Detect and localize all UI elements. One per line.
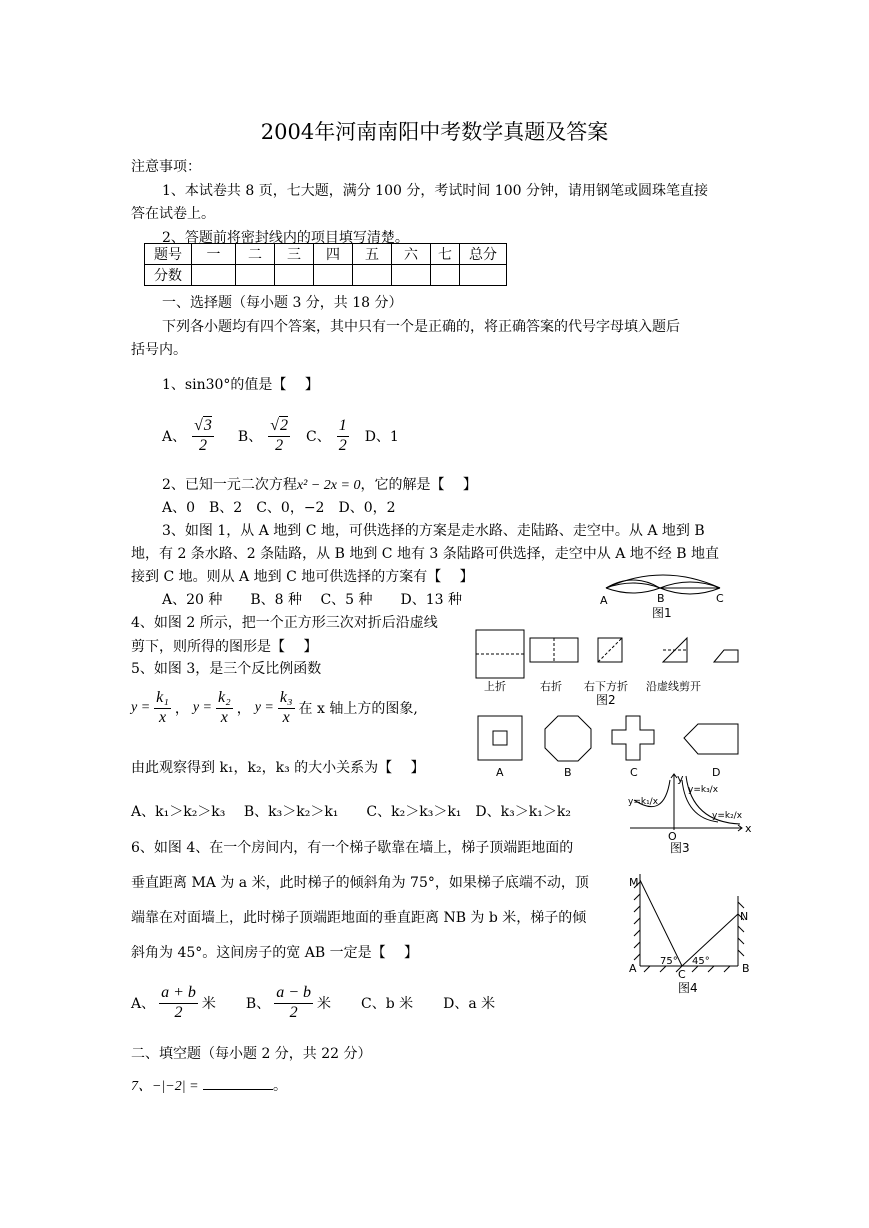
q3-line-2: 地，有 2 条水路、2 条陆路，从 B 地到 C 地有 3 条陆路可供选择，走空中从 A 地不经 B 地直 <box>131 546 719 562</box>
q6-option-a-label: A、 <box>131 996 156 1013</box>
q1-options <box>162 418 399 455</box>
q2-stem-pre: 2、已知一元二次方程 <box>162 477 297 493</box>
q1-option-d: D、1 <box>364 429 399 446</box>
figure-4-label-a: A <box>629 962 637 975</box>
figure-4-angle-2: 45° <box>692 956 710 967</box>
figure-3-origin: O <box>668 830 677 843</box>
q3-line-3: 接到 C 地。则从 A 地到 C 地可供选择的方案有【 】 <box>131 569 474 585</box>
score-cell[interactable] <box>275 265 314 286</box>
q1-c-numerator: 1 <box>337 418 349 437</box>
q3-line-1: 3、如图 1，从 A 地到 C 地，可供选择的方案是走水路、走陆路、走空中。从 A 地到 B <box>162 523 705 539</box>
notes-heading: 注意事项： <box>131 159 201 175</box>
q6-option-b-unit: 米 <box>317 996 332 1013</box>
score-cell[interactable] <box>236 265 275 286</box>
q6-b-denominator: 2 <box>289 1003 298 1021</box>
q2-options: A、0 B、2 C、0，−2 D、0，2 <box>162 500 396 516</box>
q6-option-a-fraction <box>159 985 198 1022</box>
figure-3-x-axis: x <box>745 822 752 835</box>
score-header-cell: 七 <box>431 244 460 265</box>
q6-line-1: 6、如图 4、在一个房间内，有一个梯子歇靠在墙上，梯子顶端距地面的 <box>131 840 574 856</box>
figure-1-label-c: C <box>716 592 724 605</box>
score-cell[interactable] <box>431 265 460 286</box>
q5-k3: k₃ <box>278 690 295 709</box>
q5-line-1: 5、如图 3，是三个反比例函数 <box>131 661 322 677</box>
note-1-cont: 答在试卷上。 <box>131 206 215 222</box>
q1-option-a-label: A、 <box>162 429 187 446</box>
score-header-cell: 总分 <box>460 244 507 265</box>
q6-option-b-label: B、 <box>245 996 271 1013</box>
q6-option-b-fraction <box>274 985 313 1022</box>
figure-4-label-m: M <box>629 876 639 889</box>
figure-1-label-b: B <box>657 592 665 605</box>
q5-func-1 <box>154 690 171 727</box>
q1-option-b-label: B、 <box>237 429 263 446</box>
q5-options: A、k₁＞k₂＞k₃ B、k₃＞k₂＞k₁ C、k₂＞k₃＞k₁ D、k₃＞k₁＞k₂ <box>131 804 571 820</box>
score-cell[interactable] <box>192 265 236 286</box>
q5-y-2: y = <box>192 700 213 716</box>
figure-4 <box>626 868 756 1002</box>
q7-end: 。 <box>273 1078 287 1094</box>
figure-2-caption: 图2 <box>596 693 616 707</box>
q1-option-c-label: C、 <box>305 429 331 446</box>
figure-3-curve-1: y=k₁/x <box>628 797 659 807</box>
score-header-cell: 一 <box>192 244 236 265</box>
q2-equation: x² − 2x = 0 <box>296 478 361 493</box>
q5-functions: y = $\frac{\text{k₁}}{x}$ ， y = $\frac{\text{k₂}}{x}$ ， y = $\frac{\text{k₃}}{x}$ 在 x 轴上方的图象, <box>131 689 418 726</box>
score-header-cell: 五 <box>353 244 392 265</box>
figure-2 <box>468 624 758 784</box>
q5-y-3: y = <box>254 700 274 716</box>
score-cell[interactable] <box>314 265 353 286</box>
score-header-cell: 三 <box>275 244 314 265</box>
q1-b-denominator: 2 <box>275 436 284 454</box>
q2-stem <box>162 474 477 494</box>
score-header-cell: 二 <box>236 244 275 265</box>
figure-3-curve-2: y=k₃/x <box>688 785 719 795</box>
score-header-cell: 六 <box>392 244 431 265</box>
score-table-score-row <box>145 265 507 286</box>
q1-c-denominator: 2 <box>338 436 347 454</box>
q5-y-1: y = <box>131 700 151 716</box>
q6-option-a-unit: 米 <box>201 996 216 1013</box>
figure-2-choice-a: A <box>496 766 504 779</box>
q6-b-numerator: a − b <box>274 985 313 1004</box>
q6-a-numerator: a + b <box>159 985 198 1004</box>
q1-option-b-fraction: $\frac{√2}{2}$ <box>270 417 288 454</box>
figure-3-y-axis: y <box>677 772 684 785</box>
q5-x-3: x <box>282 708 290 726</box>
section-2-heading: 二、填空题（每小题 2 分，共 22 分） <box>131 1046 372 1062</box>
q1-b-radicand: 2 <box>279 417 288 434</box>
figure-2-choice-d: D <box>712 766 721 779</box>
score-row-label: 分数 <box>145 265 192 286</box>
q1-option-c-fraction <box>337 418 349 455</box>
figure-3 <box>626 770 756 856</box>
q1-a-radicand: 3 <box>203 417 212 434</box>
score-cell[interactable] <box>460 265 507 286</box>
q7-stem: 7、−|−2| = <box>131 1079 199 1094</box>
score-header-cell: 四 <box>314 244 353 265</box>
q6-line-2: 垂直距离 MA 为 a 米，此时梯子的倾斜角为 75°，如果梯子底端不动，顶 <box>131 875 589 891</box>
section-1-heading: 一、选择题（每小题 3 分，共 18 分） <box>162 295 403 311</box>
q6-a-denominator: 2 <box>174 1003 183 1021</box>
q1-option-a-fraction: $\frac{√3}{2}$ <box>194 417 212 454</box>
q5-line-2-post: 在 x 轴上方的图象, <box>298 701 418 718</box>
q1-stem: 1、sin30°的值是【 】 <box>162 377 319 393</box>
q3-options: A、20 种 B、8 种 C、5 种 D、13 种 <box>162 592 463 608</box>
q6-option-c: C、b 米 <box>361 996 414 1013</box>
figure-2-choice-c: C <box>630 766 638 779</box>
figure-2-choice-b: B <box>564 766 572 779</box>
section-1-intro: 下列各小题均有四个答案，其中只有一个是正确的，将正确答案的代号字母填入题后 <box>162 319 680 335</box>
figure-2-step-2: 右折 <box>540 680 562 693</box>
score-cell[interactable] <box>353 265 392 286</box>
q7 <box>131 1075 287 1095</box>
q5-x-2: x <box>220 708 228 726</box>
q6-option-d: D、a 米 <box>443 996 496 1013</box>
score-header-cell: 题号 <box>145 244 192 265</box>
figure-1-label-a: A <box>600 594 608 607</box>
q5-line-3: 由此观察得到 k₁，k₂，k₃ 的大小关系为【 】 <box>131 760 425 776</box>
score-table <box>144 243 507 286</box>
figure-4-angle-1: 75° <box>660 956 678 967</box>
figure-4-label-c: C <box>678 968 686 981</box>
q4-line-2: 剪下，则所得的图形是【 】 <box>131 639 318 655</box>
q5-func-2 <box>216 690 233 727</box>
score-cell[interactable] <box>392 265 431 286</box>
q5-x-1: x <box>158 708 167 726</box>
note-1: 1、本试卷共 8 页，七大题，满分 100 分，考试时间 100 分钟，请用钢笔或圆珠笔直接 <box>162 183 708 199</box>
q2-stem-post: ，它的解是【 】 <box>360 477 477 493</box>
figure-4-caption: 图4 <box>678 981 698 995</box>
q6-options <box>131 985 495 1022</box>
page-title: 2004年河南南阳中考数学真题及答案 <box>260 120 609 144</box>
figure-1-caption: 图1 <box>652 606 672 620</box>
q7-answer-blank[interactable] <box>203 1075 273 1090</box>
figure-3-curve-3: y=k₂/x <box>712 811 743 821</box>
score-table-header-row <box>145 244 507 265</box>
figure-4-label-b: B <box>742 962 750 975</box>
figure-1 <box>596 574 746 624</box>
q1-a-denominator: 2 <box>199 436 208 454</box>
figure-2-step-4: 沿虚线剪开 <box>646 680 701 693</box>
figure-4-label-n: N <box>740 910 749 923</box>
q5-func-3 <box>278 690 295 727</box>
q5-k2: k₂ <box>216 690 233 709</box>
section-1-intro-cont: 括号内。 <box>131 342 187 358</box>
note-2: 2、答题前将密封线内的项目填写清楚。 <box>162 230 409 246</box>
figure-2-step-3: 右下方折 <box>584 680 628 693</box>
figure-3-caption: 图3 <box>670 841 690 855</box>
q4-line-1: 4、如图 2 所示，把一个正方形三次对折后沿虚线 <box>131 615 438 631</box>
figure-2-step-1: 上折 <box>484 680 506 693</box>
q5-k1: k₁ <box>154 690 171 709</box>
q6-line-4: 斜角为 45°。这间房子的宽 AB 一定是【 】 <box>131 945 419 961</box>
q6-line-3: 端靠在对面墙上，此时梯子顶端距地面的垂直距离 NB 为 b 米，梯子的倾 <box>131 910 587 926</box>
